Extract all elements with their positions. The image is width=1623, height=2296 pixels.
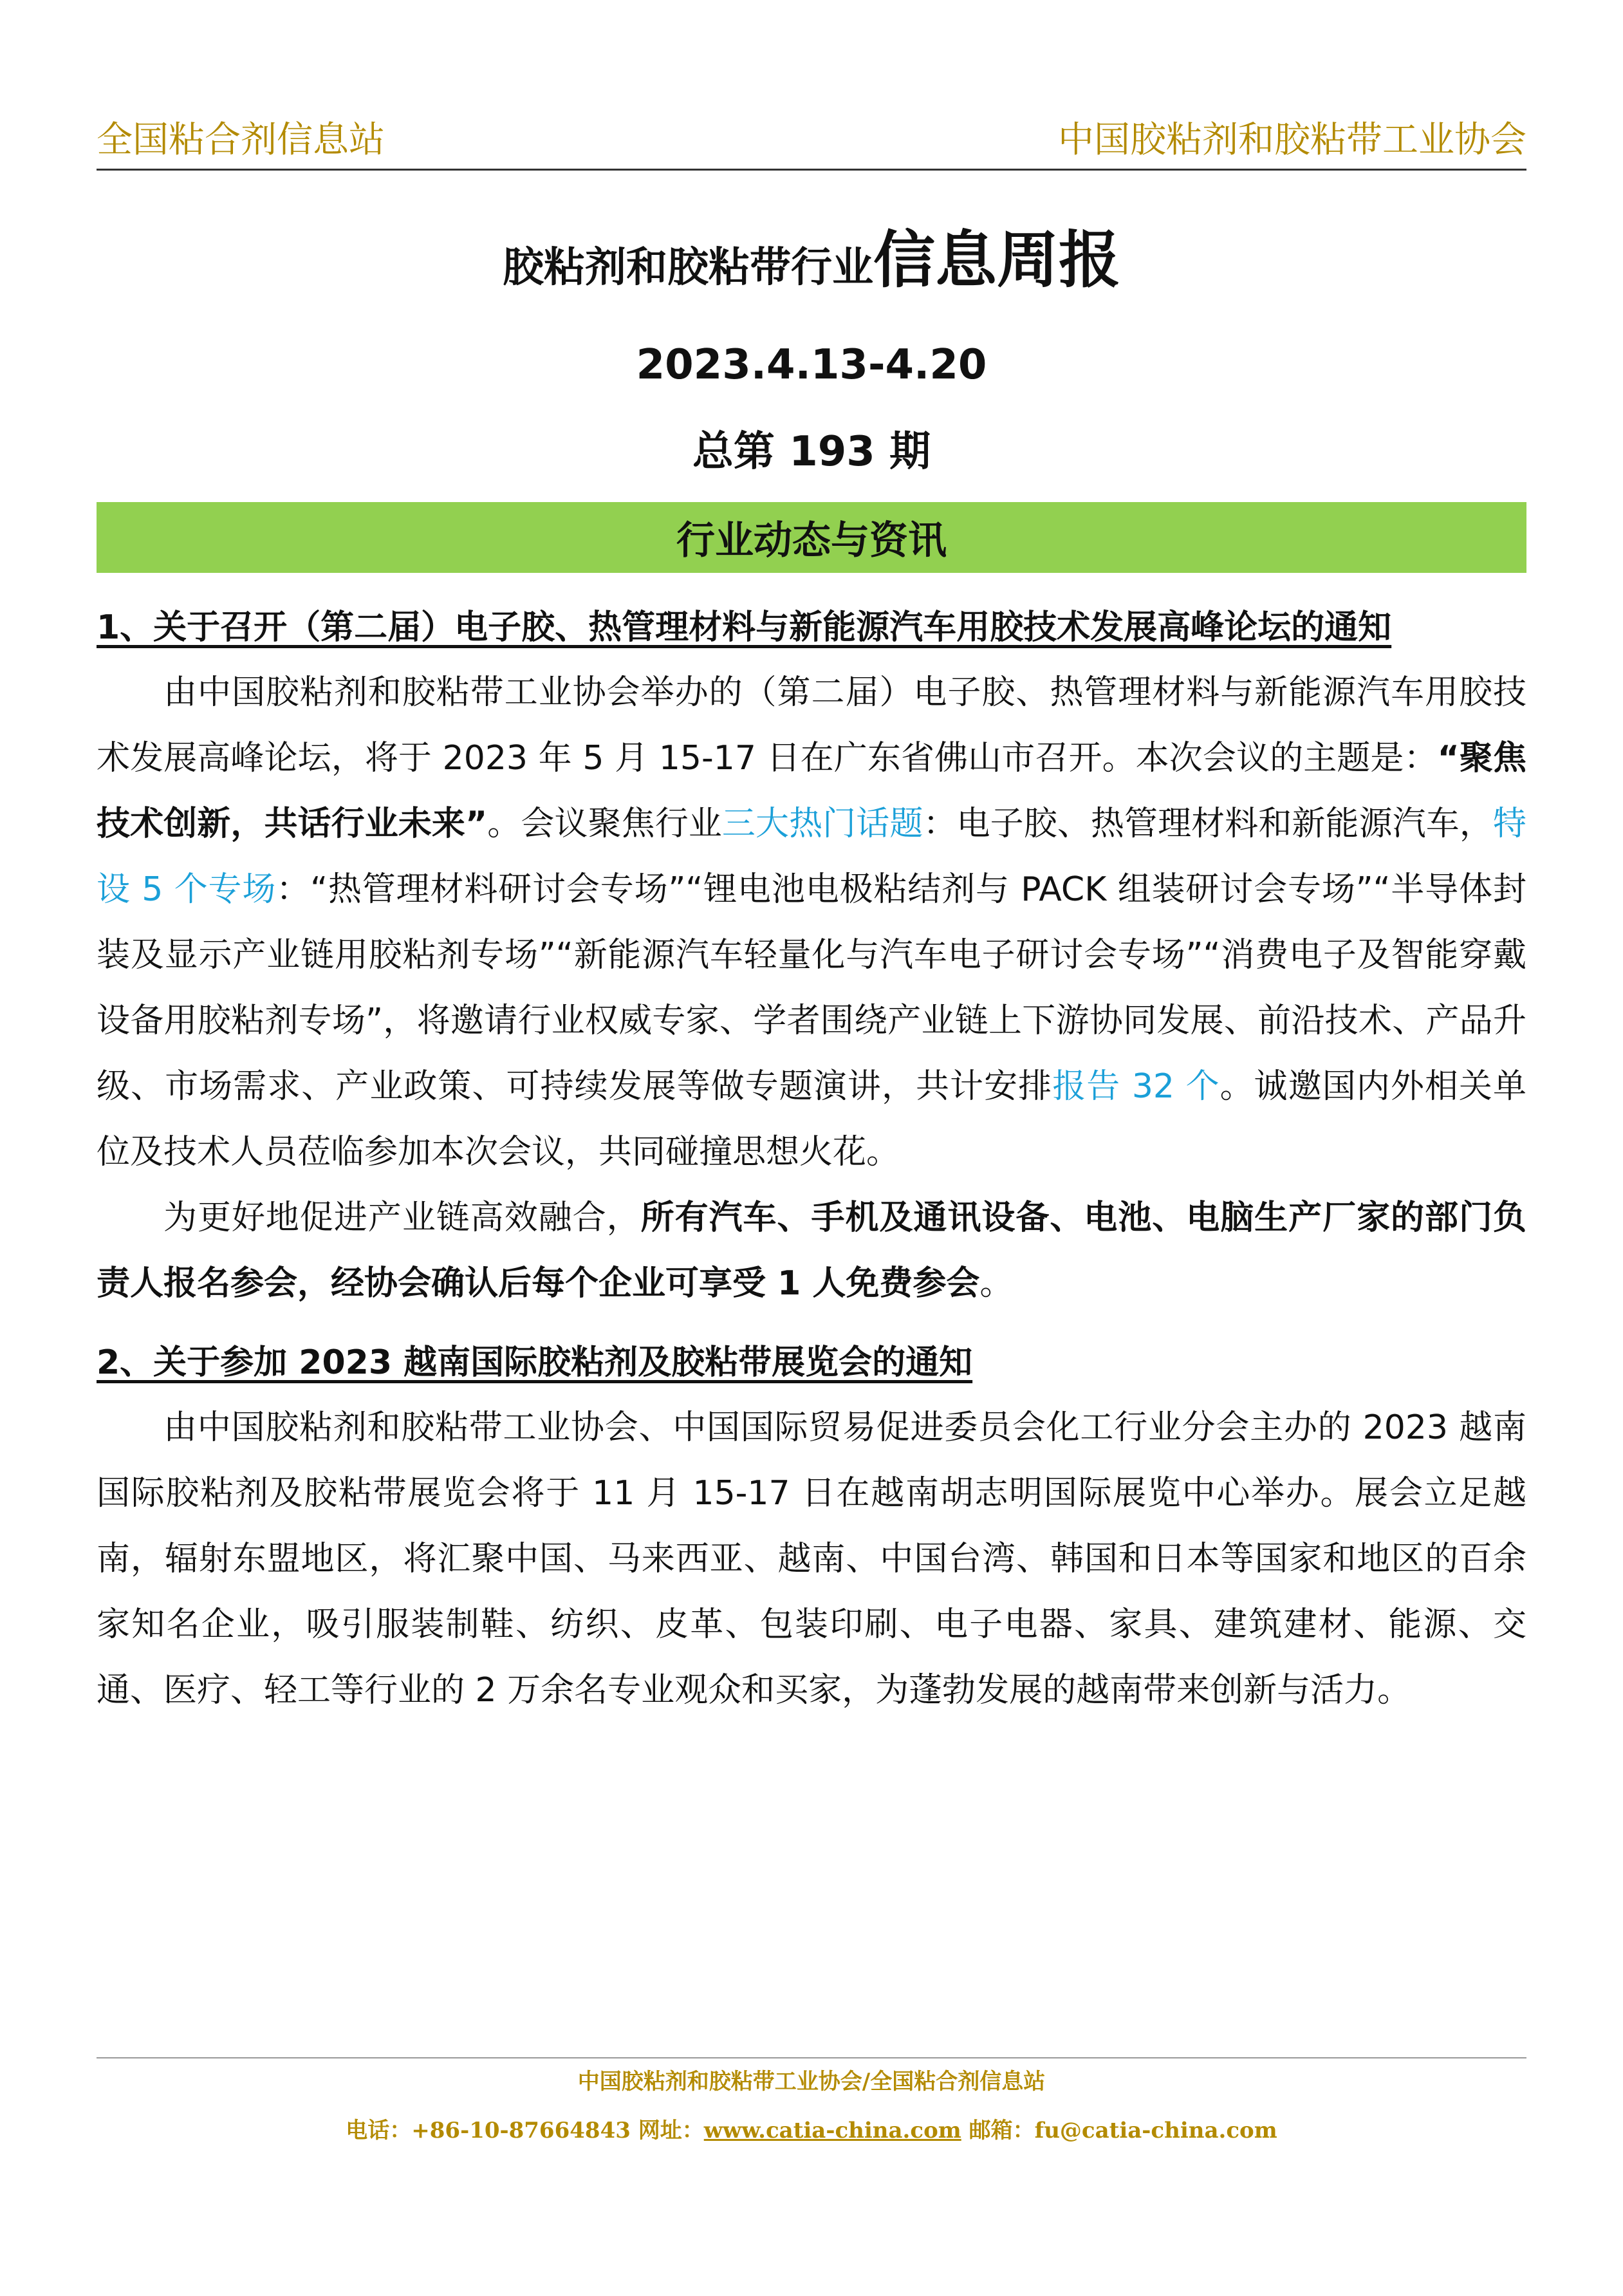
article-1-text: 。诚邀国内外相关单位及技术人员莅临参加本次会议，共同碰撞思想火花。 xyxy=(97,1067,1526,1171)
header-association-name: 中国胶粘剂和胶粘带工业协会 xyxy=(1058,119,1526,161)
article-1-text: 为更好地促进产业链高效融合， xyxy=(163,1199,641,1237)
footer-org: 中国胶粘剂和胶粘带工业协会/全国粘合剂信息站 xyxy=(577,2069,1046,2095)
title-prefix: 胶粘剂和胶粘带行业 xyxy=(503,244,873,292)
header-site-name: 全国粘合剂信息站 xyxy=(97,119,385,161)
article-2-heading: 2、关于参加 2023 越南国际胶粘剂及胶粘带展览会的通知 xyxy=(97,1343,973,1382)
article-1-text: 。 xyxy=(979,1264,1014,1303)
date-range: 2023.4.13-4.20 xyxy=(636,341,987,389)
hot-topics-link[interactable]: 三大热门话题 xyxy=(721,805,923,843)
section-banner xyxy=(97,502,1526,573)
article-1-theme: “聚焦技术创新，共话行业未来” xyxy=(97,739,1526,843)
website-label: 网址： xyxy=(630,2118,704,2143)
article-1-text: 。会议聚焦行业 xyxy=(487,805,722,843)
free-attendance-notice: 所有汽车、手机及通讯设备、电池、电脑生产厂家的部门负责人报名参会，经协会确认后每个企业可享受 1 人免费参会 xyxy=(97,1199,1526,1303)
phone-label: 电话： xyxy=(346,2118,412,2143)
article-2-paragraph-1: 由中国胶粘剂和胶粘带工业协会、中国国际贸易促进委员会化工行业分会主办的 2023 越南国际胶粘剂及胶粘带展览会将于 11 月 15-17 日在越南胡志明国际展览中心举办。展会立足越南，辐射东盟地区，将汇聚中国、马来西亚、越南、中国台湾、韩国和日本等国家和地区的百余家知名企业，吸引服装制鞋、纺织、皮革、包装印刷、电子电器、家具、建筑建材、能源、交通、医疗、轻工等行业的 2 万余名专业观众和买家，为蓬勃发展的越南带来创新与活力。 xyxy=(97,1408,1526,1710)
title-main: 信息周报 xyxy=(873,224,1120,296)
article-1-text: 由中国胶粘剂和胶粘带工业协会举办的（第二届）电子胶、热管理材料与新能源汽车用胶技术发展高峰论坛，将于 2023 年 5 月 15-17 日在广东省佛山市召开。本次会议的主题是： xyxy=(97,673,1526,778)
section-title: 行业动态与资讯 xyxy=(676,518,947,563)
article-1-heading: 1、关于召开（第二届）电子胶、热管理材料与新能源汽车用胶技术发展高峰论坛的通知 xyxy=(97,608,1392,647)
page-title xyxy=(97,211,1526,299)
spacer xyxy=(97,1316,1526,1330)
article-list xyxy=(97,595,1526,1723)
article-1-paragraph-1 xyxy=(97,660,1526,1185)
email-label: 邮箱： xyxy=(961,2118,1035,2143)
website-link[interactable]: www.catia-china.com xyxy=(703,2118,961,2143)
header-divider xyxy=(97,169,1526,171)
footer-contact xyxy=(97,2113,1526,2149)
issue-number: 总第 193 期 xyxy=(692,428,931,476)
article-1-text: ：电子胶、热管理材料和新能源汽车， xyxy=(923,805,1493,843)
footer-divider xyxy=(97,2057,1526,2058)
sessions-link[interactable]: 特设 5 个专场 xyxy=(97,805,1526,909)
reports-link[interactable]: 报告 32 个 xyxy=(1052,1067,1220,1106)
phone-number: +86-10-87664843 xyxy=(411,2118,631,2143)
email-address[interactable]: fu@catia-china.com xyxy=(1034,2118,1277,2143)
article-1-text: ：“热管理材料研讨会专场”“锂电池电极粘结剂与 PACK 组装研讨会专场”“半导体封装及显示产业链用胶粘剂专场”“新能源汽车轻量化与汽车电子研讨会专场”“消费电子及智能穿戴设备用胶粘剂专场”，将邀请行业权威专家、学者围绕产业链上下游协同发展、前沿技术、产品升级、市场需求、产业政策、可持续发展等做专题演讲，共计安排 xyxy=(97,870,1526,1106)
article-1-paragraph-2 xyxy=(97,1185,1526,1316)
